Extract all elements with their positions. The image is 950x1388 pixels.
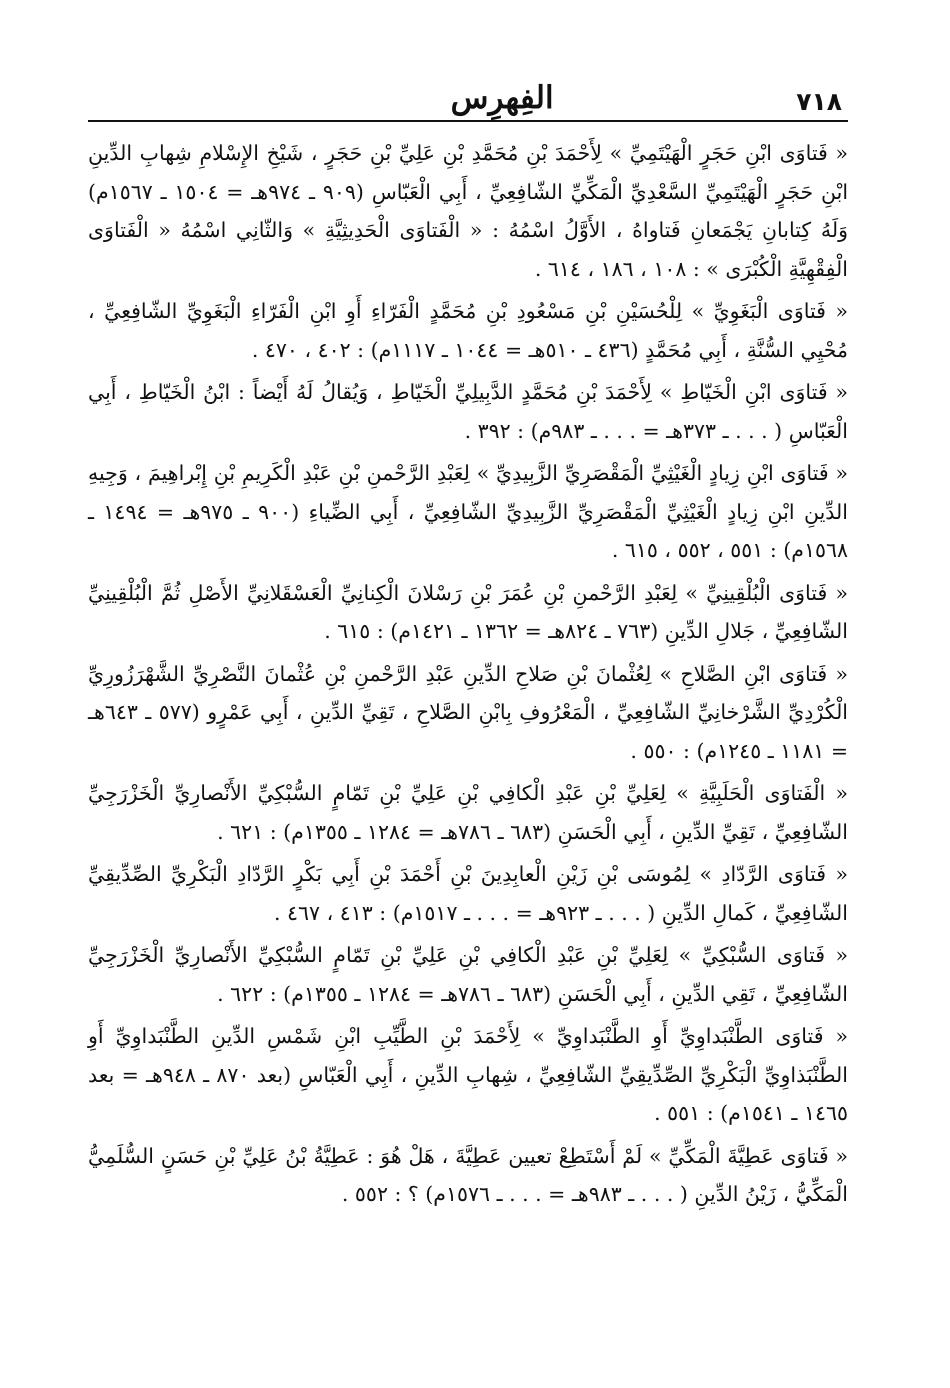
page-number: ٧١٨ (796, 87, 842, 116)
index-entry: « فَتاوَى السُّبْكِيِّ » لِعَلِيِّ بْنِ عَبْدِ الْكافِي بْنِ عَلِيِّ بْنِ تَمّامٍ السُّبْكِيِّ الأَنْصارِيِّ الْخَزْرَجِيِّ الشّافِعِيِّ ، تَقِي الدِّينِ ، أَبِي الْحَسَنِ (٦٨٣ ـ ٧٨٦هـ = ١٢٨٤ ـ ١٣٥٥م) : ٦٢٢ . (88, 943, 848, 1006)
index-entry: « الْفَتاوَى الْحَلَبِيَّةِ » لِعَلِيِّ بْنِ عَبْدِ الْكافِي بْنِ عَلِيِّ بْنِ تَمّامٍ السُّبْكِيِّ الأَنْصارِيِّ الْخَزْرَجِيِّ الشّافِعِيِّ ، تَقِيِّ الدِّينِ ، أَبِي الْحَسَنِ (٦٨٣ ـ ٧٨٦هـ = ١٢٨٤ ـ ١٣٥٥م) : ٦٢١ . (88, 781, 848, 844)
header-rule (88, 120, 848, 122)
index-entry: « فَتاوَى الرَّدّادِ » لِمُوسَى بْنِ زَيْنِ الْعابِدِينَ بْنِ أَحْمَدَ بْنِ أَبِي بَكْرٍ الرَّدّادِ الْبَكْرِيِّ الصِّدِّيقِيِّ الشّافِعِيِّ ، كَمالِ الدِّينِ ( . . . ـ ٩٢٣هـ = . . . ـ ١٥١٧م) : ٤١٣ ، ٤٦٧ . (88, 862, 848, 925)
index-entries (88, 134, 848, 1214)
index-entry: « فَتاوَى ابْنِ زِيادٍ الْغَيْثِيِّ الْمَقْصَرِيِّ الزَّبِيدِيِّ » لِعَبْدِ الرَّحْمنِ بْنِ عَبْدِ الْكَرِيمِ بْنِ إِبْراهِيمَ ، وَجِيهِ الدِّينِ ابْنِ زِيادٍ الْغَيْثِيِّ الْمَقْصَرِيِّ الزَّبِيدِيِّ الشّافِعِيِّ ، أَبِي الضِّياءِ (٩٠٠ ـ ٩٧٥هـ = ١٤٩٤ ـ ١٥٦٨م) : ٥٥١ ، ٥٥٢ ، ٦١٥ . (88, 461, 848, 562)
page-title: الفِهرِس (450, 80, 554, 116)
index-entry: « فَتاوَى ابْنِ حَجَرٍ الْهَيْتَمِيِّ » لِأَحْمَدَ بْنِ مُحَمَّدِ بْنِ عَلِيِّ بْنِ حَجَرٍ ، شَيْخِ الإِسْلامِ شِهابِ الدِّينِ ابْنِ حَجَرٍ الْهَيْتَمِيِّ السَّعْدِيِّ الْمَكِّيِّ الشّافِعِيِّ ، أَبِي الْعَبّاسِ (٩٠٩ ـ ٩٧٤هـ = ١٥٠٤ ـ ١٥٦٧م) وَلَهُ كِتابانِ يَجْمَعانِ فَتاواهُ ، الأَوَّلُ اسْمُهُ : « الْفَتاوَى الْحَدِيثِيَّةِ » وَالثّانِي اسْمُهُ « الْفَتاوَى الْفِقْهِيَّةِ الْكُبْرَى » : ١٠٨ ، ١٨٦ ، ٦١٤ . (88, 141, 849, 281)
page (88, 62, 848, 1218)
index-entry: « فَتاوَى ابْنِ الصَّلاحِ » لِعُثْمانَ بْنِ صَلاحِ الدِّينِ عَبْدِ الرَّحْمنِ بْنِ عُثْمانَ النَّصْرِيِّ الشَّهْرَزُورِيِّ الْكُرْدِيِّ الشَّرْخانِيِّ الشّافِعِيِّ ، الْمَعْرُوفِ بِابْنِ الصَّلاحِ ، تَقِيِّ الدِّينِ ، أَبِي عَمْرٍو (٥٧٧ ـ ٦٤٣هـ = ١١٨١ ـ ١٢٤٥م) : ٥٥٠ . (88, 661, 849, 763)
index-entry: « فَتاوَى الْبُلْقِينِيِّ » لِعَبْدِ الرَّحْمنِ بْنِ عُمَرَ بْنِ رَسْلانَ الْكِنانِيِّ الْعَسْقَلانِيِّ الأَصْلِ ثُمَّ الْبُلْقِينِيِّ الشّافِعِيِّ ، جَلالِ الدِّينِ (٧٦٣ ـ ٨٢٤هـ = ١٣٦٢ ـ ١٤٢١م) : ٦١٥ . (88, 580, 848, 643)
index-entry: « فَتاوَى الْبَغَوِيِّ » لِلْحُسَيْنِ بْنِ مَسْعُودِ بْنِ مُحَمَّدٍ الْفَرّاءِ أَوِ ابْنِ الْفَرّاءِ الْبَغَوِيِّ الشّافِعِيِّ ، مُحْيِي السُّنَّةِ ، أَبِي مُحَمَّدٍ (٤٣٦ ـ ٥١٠هـ = ١٠٤٤ ـ ١١١٧م) : ٤٠٢ ، ٤٧٠ . (88, 299, 848, 362)
page-header (88, 62, 848, 116)
index-entry: « فَتاوَى الطَّنْبَداوِيِّ أَوِ الطَّنْبَداوِيِّ » لِأَحْمَدَ بْنِ الطَّيِّبِ ابْنِ شَمْسِ الدِّينِ الطَّنْبَداوِيِّ أَوِ الطَّنْبَذاوِيِّ الْبَكْرِيِّ الصِّدِّيقِيِّ الشّافِعِيِّ ، شِهابِ الدِّينِ ، أَبِي الْعَبّاسِ (بعد ٨٧٠ ـ ٩٤٨هـ = بعد ١٤٦٥ ـ ١٥٤١م) : ٥٥١ . (88, 1024, 848, 1125)
index-entry: « فَتاوَى ابْنِ الْخَيّاطِ » لِأَحْمَدَ بْنِ مُحَمَّدٍ الدَّبِيلِيِّ الْخَيّاطِ ، وَيُقالُ لَهُ أَيْضاً : ابْنُ الْخَيّاطِ ، أَبِي الْعَبّاسِ ( . . . ـ ٣٧٣هـ = . . . ـ ٩٨٣م) : ٣٩٢ . (88, 380, 848, 443)
index-entry: « فَتاوَى عَطِيَّةَ الْمَكِّيِّ » لَمْ أَسْتَطِعْ تعيين عَطِيَّةَ ، هَلْ هُوَ : عَطِيَّةُ بْنُ عَلِيِّ بْنِ حَسَنٍ السُّلَمِيُّ الْمَكِّيُّ ، زَيْنُ الدِّينِ ( . . . ـ ٩٨٣هـ = . . . ـ ١٥٧٦م) ؟ : ٥٥٢ . (88, 1143, 848, 1206)
